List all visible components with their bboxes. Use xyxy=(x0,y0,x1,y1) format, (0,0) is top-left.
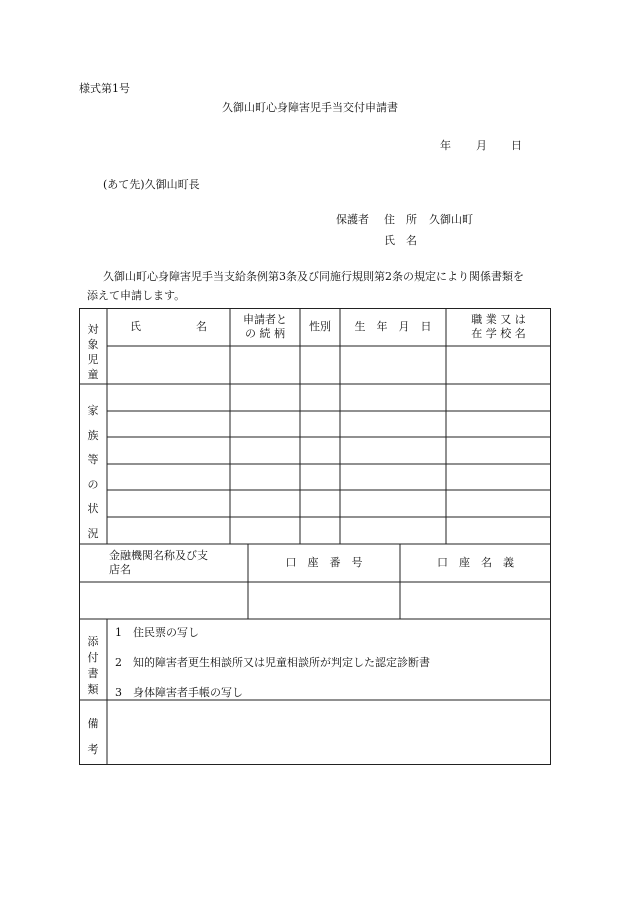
body-text-line1: 久御山町心身障害児手当支給条例第3条及び同施行規則第2条の規定により関係書類を xyxy=(103,270,524,283)
remarks-label: 備 考 xyxy=(87,717,99,756)
header-relation xyxy=(230,308,300,346)
header-birth: 生 年 月 日 xyxy=(354,320,432,334)
family-status-label: 家 族 等 の 状 況 xyxy=(87,404,99,540)
addressee: (あて先)久御山町長 xyxy=(103,178,200,191)
account-holder-header: 口 座 名 義 xyxy=(437,556,514,570)
header-occupation xyxy=(446,308,551,346)
account-number-header: 口 座 番 号 xyxy=(285,556,363,570)
date-day: 日 xyxy=(511,139,522,152)
address-value: 久御山町 xyxy=(429,213,473,226)
date-month: 月 xyxy=(476,139,487,152)
header-name: 氏 名 xyxy=(130,320,207,334)
date-year: 年 xyxy=(440,139,451,152)
body-text-line2: 添えて申請します。 xyxy=(87,289,186,302)
header-relation-line2: の 続 柄 xyxy=(245,327,285,340)
form-number: 様式第1号 xyxy=(79,82,130,95)
header-relation-line1: 申請者と xyxy=(243,313,287,327)
application-table xyxy=(79,308,551,765)
attachment-item-1: 1 住民票の写し xyxy=(115,626,199,639)
attachment-item-2: 2 知的障害者更生相談所又は児童相談所が判定した認定診断書 xyxy=(115,656,430,669)
guardian-label: 保護者 xyxy=(336,213,369,226)
attachments-label: 添 付 書 類 xyxy=(87,635,99,696)
bank-name-line1: 金融機関名称及び支 xyxy=(109,549,208,563)
header-sex: 性別 xyxy=(309,320,331,334)
bank-name-header xyxy=(79,544,248,582)
form-title: 久御山町心身障害児手当交付申請書 xyxy=(222,101,398,114)
attachment-item-3: 3 身体障害者手帳の写し xyxy=(115,686,243,699)
header-occupation-line2: 在 学 校 名 xyxy=(471,327,526,340)
subject-child-label: 対 象 児 童 xyxy=(87,323,99,381)
bank-name-line2: 店名 xyxy=(109,563,131,576)
name-label: 氏 名 xyxy=(384,234,417,247)
address-label: 住 所 xyxy=(384,213,417,226)
header-occupation-line1: 職 業 又 は xyxy=(471,313,526,327)
